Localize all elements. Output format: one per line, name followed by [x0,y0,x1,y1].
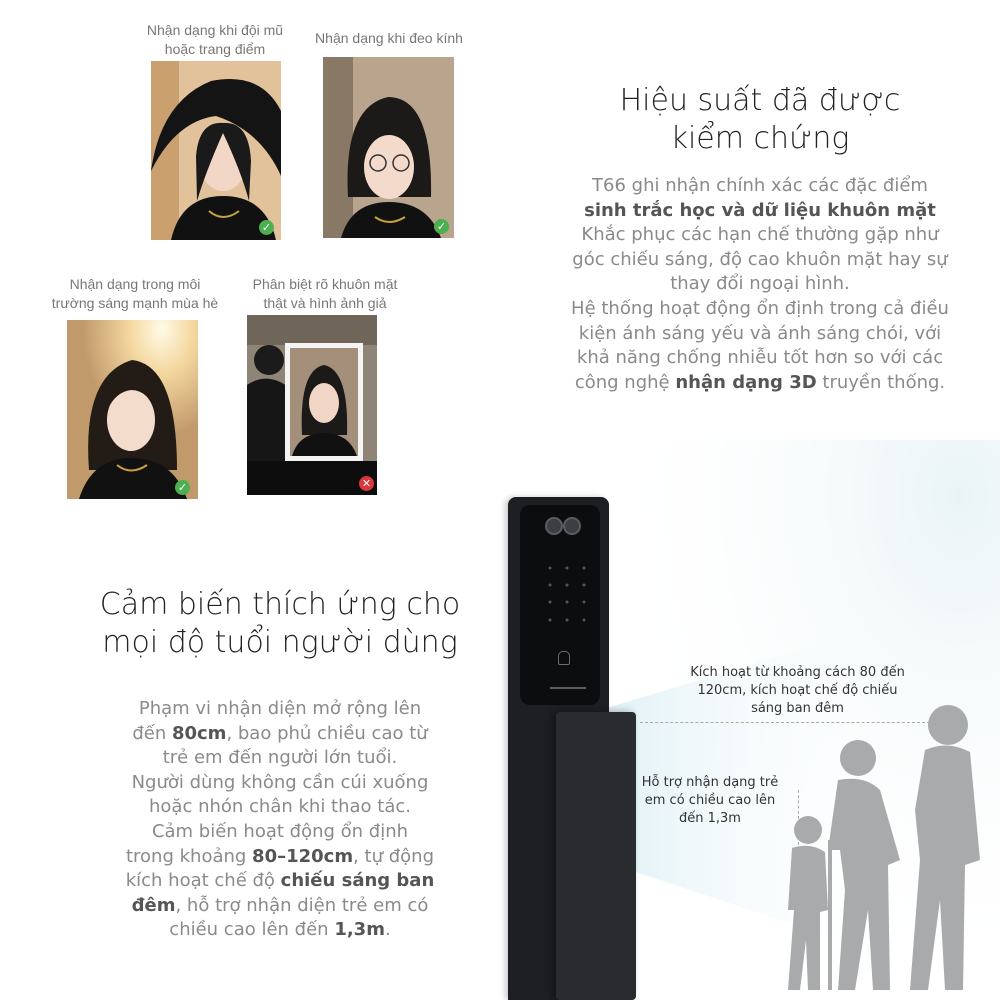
check-icon: ✓ [175,480,190,495]
photo-caption-sunlight [40,275,230,313]
body-line: khả năng chống nhiễu tốt hơn so với các [576,347,944,369]
fingerprint-slot[interactable] [550,687,586,689]
doorbell-icon[interactable] [558,651,570,665]
body-line: hoặc nhón chân khi thao tác. [149,796,411,818]
check-icon: ✓ [259,220,274,235]
body-bold: chiếu sáng ban [280,870,435,892]
body-line: trẻ em đến người lớn tuổi. [162,747,398,769]
smart-lock-body [508,497,609,1000]
body-line: Người dùng không cần cúi xuống [131,771,429,793]
annotation-range [665,664,930,718]
body-line: Hệ thống hoạt động ổn định trong cả điều [571,297,949,319]
body-bold: 80cm [171,722,227,744]
body-line: T66 ghi nhận chính xác các đặc điểm [592,175,928,196]
annotation-line: 120cm, kích hoạt chế độ chiếu [697,683,898,698]
check-icon: ✓ [434,219,449,234]
spoof-attempt-image [247,315,377,495]
photo-caption-spoof [235,275,415,313]
title-line: kiểm chứng [670,121,850,156]
face-camera-icon [563,517,581,535]
body-line: Khắc phục các hạn chế thường gặp như [581,224,939,246]
portrait-glasses-image [323,57,454,238]
body-span: . [384,919,391,941]
body-bold: 1,3m [334,919,385,941]
photo-caption-glasses [300,29,478,48]
body-line: Phạm vi nhận diện mở rộng lên [138,698,422,719]
body-span: truyền thống. [816,371,946,393]
caption-line: Nhận dạng trong môi [69,276,201,292]
body-bold: đêm [131,894,176,916]
body-span: chiều cao lên đến [169,919,335,941]
body-line: góc chiếu sáng, độ cao khuôn mặt hay sự [572,248,948,270]
body-span: , bao phủ chiều cao từ [226,722,428,744]
caption-line: Phân biệt rõ khuôn mặt [252,276,398,292]
title-line: mọi độ tuổi người dùng [102,625,458,660]
annotation-line: Hỗ trợ nhận dạng trẻ [641,775,779,790]
caption-line: thật và hình ảnh giả [263,295,387,311]
body-bold: sinh trắc học và dữ liệu khuôn mặt [584,199,936,221]
face-camera-icon [545,517,563,535]
caption-line: hoặc trang điểm [164,41,266,57]
body-span: đến [132,722,172,744]
photo-hat-makeup [151,61,281,240]
photo-glasses [323,57,454,238]
body-span: trong khoảng [125,845,253,867]
range-guide-line [640,722,930,723]
body-span: công nghệ [574,371,676,393]
body-span: , hỗ trợ nhận diện trẻ em có [175,894,429,916]
portrait-sunlight-image [67,320,198,499]
user-silhouettes-icon [770,690,1000,1000]
body-bold: nhận dạng 3D [675,371,817,393]
body-line: kiện ánh sáng yếu và ánh sáng chói, với [578,322,942,344]
section1-body [520,174,1000,395]
lock-front-panel [520,505,600,705]
caption-line: Nhận dạng khi đội mũ [146,22,284,38]
child-guide-line [798,790,799,845]
photo-spoof [247,315,377,495]
caption-line: trường sáng mạnh mùa hè [51,295,219,311]
body-line: thay đổi ngoại hình. [670,273,850,295]
keypad-dots-icon [542,560,592,630]
touch-keypad[interactable] [542,560,592,630]
annotation-line: đến 1,3m [679,811,741,826]
body-bold: 80–120cm [252,845,354,867]
annotation-line: em có chiều cao lên [644,793,776,808]
body-line: Cảm biến hoạt động ổn định [151,820,409,842]
section1-title [560,82,960,158]
lock-handle[interactable] [556,712,636,1000]
body-span: kích hoạt chế độ [125,870,281,892]
portrait-hat-image [151,61,281,240]
section2-body [70,697,490,943]
annotation-line: Kích hoạt từ khoảng cách 80 đến [690,665,905,680]
caption-line: Nhận dạng khi đeo kính [315,30,463,46]
annotation-child [640,774,780,828]
section2-title [60,586,500,662]
body-span: , tự động [353,845,435,867]
title-line: Cảm biến thích ứng cho [99,587,461,622]
photo-sunlight [67,320,198,499]
title-line: Hiệu suất đã được [619,83,901,118]
cross-icon: ✕ [359,476,374,491]
photo-caption-hat [130,21,300,59]
annotation-line: sáng ban đêm [751,701,844,716]
